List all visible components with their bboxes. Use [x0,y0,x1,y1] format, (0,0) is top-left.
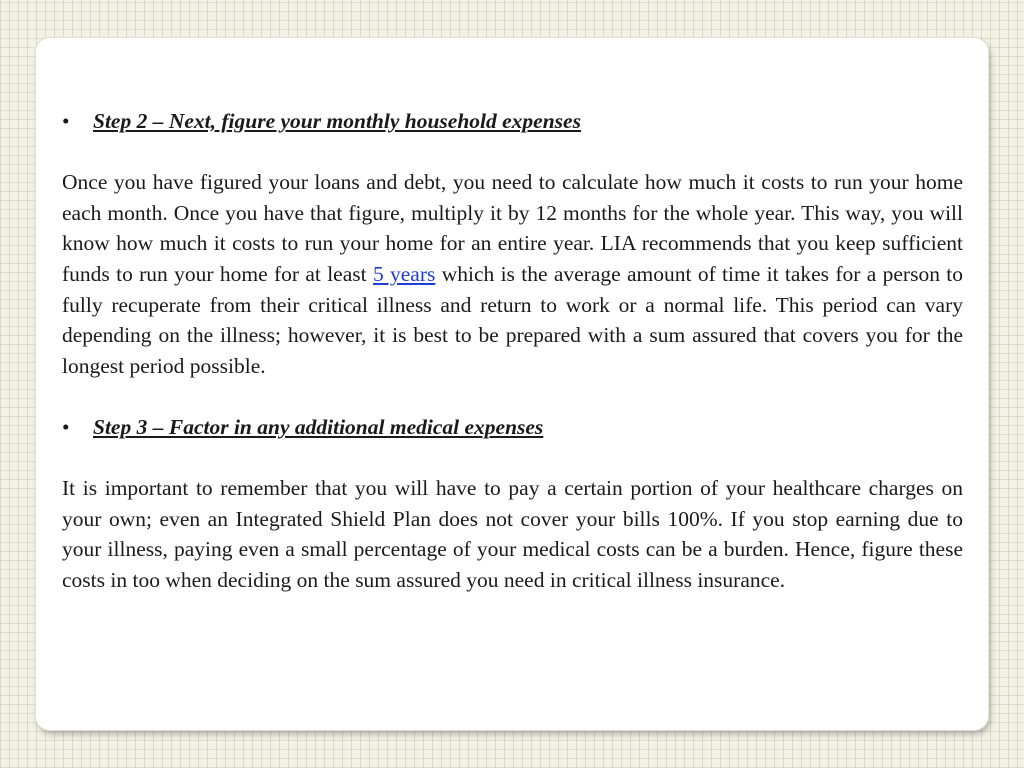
step2-paragraph-text-before: Once you have figured your loans and debt, you need to calculate how much it costs to run your home each month. Once you have that figure, multiply it by 12 months for the whole year. This way, you will know how much it costs to run your home for an entire year. LIA recommends that you keep sufficient funds to run your home for at least [62,170,963,286]
spacer [62,381,963,412]
five-years-link[interactable]: 5 years [372,261,436,286]
step3-heading: Step 3 – Factor in any additional medical expenses [93,414,544,439]
slide-card [36,38,988,730]
bullet-dot: • [62,414,70,439]
step2-heading: Step 2 – Next, figure your monthly household expenses [93,109,581,133]
spacer [62,137,963,168]
bullet-dot: • [62,109,70,133]
slide-content [62,106,963,596]
step3-paragraph: It is important to remember that you will have to pay a certain portion of your healthcare charges on your own; even an Integrated Shield Plan does not cover your bills 100%. If you stop earning due to your illness, paying even a small percentage of your medical costs can be a burden. Hence, figure these costs in too when deciding on the sum assured you need in critical illness insurance. [62,476,963,592]
step2-bullet-item [62,106,963,137]
step3-bullet-item [62,412,963,443]
step2-paragraph [62,167,963,381]
step2-paragraph-text-after: which is the average amount of time it takes for a person to fully recuperate from their critical illness and return to work or a normal life. This period can vary depending on the illness; however, it is best to be prepared with a sum assured that covers you for the longest period possible. [62,261,963,378]
spacer [62,443,963,474]
